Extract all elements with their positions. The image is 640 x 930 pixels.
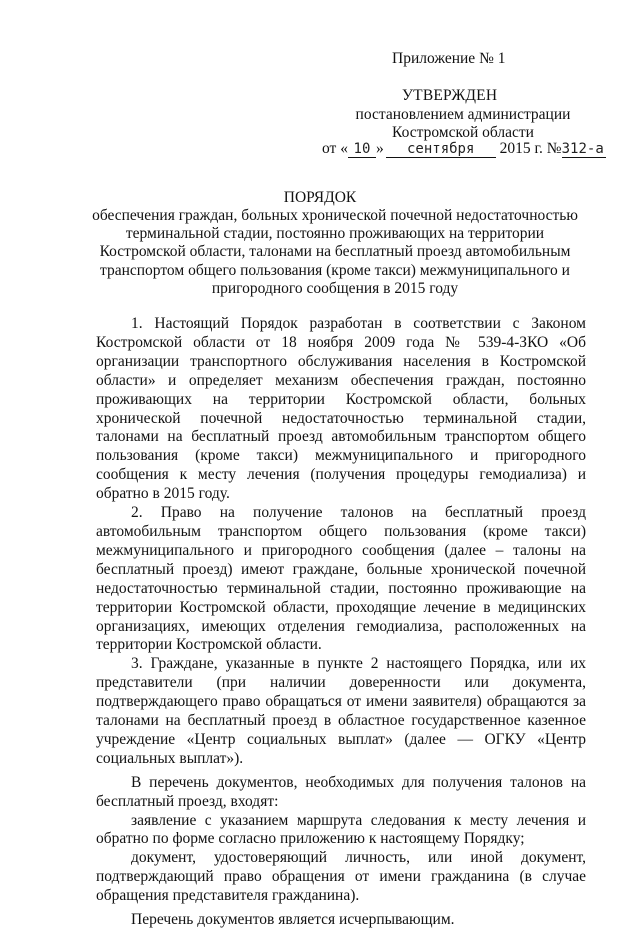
document-body bbox=[96, 315, 586, 930]
documents-list-intro: В перечень документов, необходимых для получения талонов на бесплатный проезд, входят: bbox=[96, 773, 586, 810]
documents-list-closing: Перечень документов является исчерпывающим. bbox=[131, 911, 455, 929]
appendix-label: Приложение № 1 bbox=[392, 50, 506, 67]
approval-date-line bbox=[322, 140, 606, 158]
subtitle-line: терминальной стадии, постоянно проживающих на территории bbox=[125, 225, 545, 243]
date-day: 10 bbox=[348, 142, 376, 158]
document-subtitle bbox=[80, 207, 590, 298]
subtitle-line: обеспечения граждан, больных хронической почечной недостаточностью bbox=[92, 207, 578, 224]
approved-by-line-2: Костромской области bbox=[392, 124, 534, 141]
subtitle-line: Костромской области, талонами на бесплатный проезд автомобильным bbox=[99, 243, 571, 261]
subtitle-line: транспортом общего пользования (кроме такси) межмуниципального и bbox=[100, 261, 570, 279]
date-year: 2015 г. № bbox=[499, 140, 562, 157]
paragraph-3: 3. Граждане, указанные в пункте 2 настоящего Порядка, или их представители (при наличии доверенности или документа, подтверждающего право обращаться от имени заявителя) обращаются за талонами на бесплатный проезд в областное государственное казенное учреждение «Центр социальных выплат» (далее — ОГКУ «Центр социальных выплат»). bbox=[96, 655, 586, 767]
decree-number: 312-а bbox=[561, 141, 604, 157]
documents-list-item-identity: документ, удостоверяющий личность, или иной документ, подтверждающий право обращения от имени гражданина (в случае обращения представителя гражданина). bbox=[96, 849, 586, 905]
date-month: сентября bbox=[386, 142, 496, 158]
subtitle-line: пригородного сообщения в 2015 году bbox=[211, 279, 459, 297]
paragraph-2: 2. Право на получение талонов на бесплатный проезд автомобильным транспортом общего пользования (кроме такси) межмуниципального и пригородного сообщения (далее – талоны на бесплатный проезд) имеют граждане, больные хронической почечной недостаточностью терминальной стадии, постоянно проживающие на территории Костромской области, проходящие лечение в медицинских организациях, имеющих отделения гемодиализа, расположенных на территории Костромской области. bbox=[96, 504, 586, 654]
date-prefix: от « bbox=[322, 140, 348, 157]
paragraph-1: 1. Настоящий Порядок разработан в соответствии с Законом Костромской области от 18 ноября 2009 года № 539-4-ЗКО «Об организации транспортного обслуживания населения в Костромской области» и определяет механизм обеспечения граждан, постоянно проживающих на территории Костромской области, больных хронической почечной недостаточностью терминальной стадии, талонами на бесплатный проезд автомобильным транспортом общего пользования (кроме такси) межмуниципального и пригородного сообщения к месту лечения (получения процедуры гемодиализа) и обратно в 2015 году. bbox=[96, 315, 586, 503]
approved-heading: УТВЕРЖДЕН bbox=[402, 87, 498, 104]
date-quote-close: » bbox=[375, 140, 384, 157]
documents-list-item-application: заявление с указанием маршрута следования к месту лечения и обратно по форме согласно приложению к настоящему Порядку; bbox=[96, 811, 586, 848]
approved-by-line-1: постановлением администрации bbox=[355, 106, 571, 123]
document-heading: ПОРЯДОК bbox=[283, 189, 357, 206]
